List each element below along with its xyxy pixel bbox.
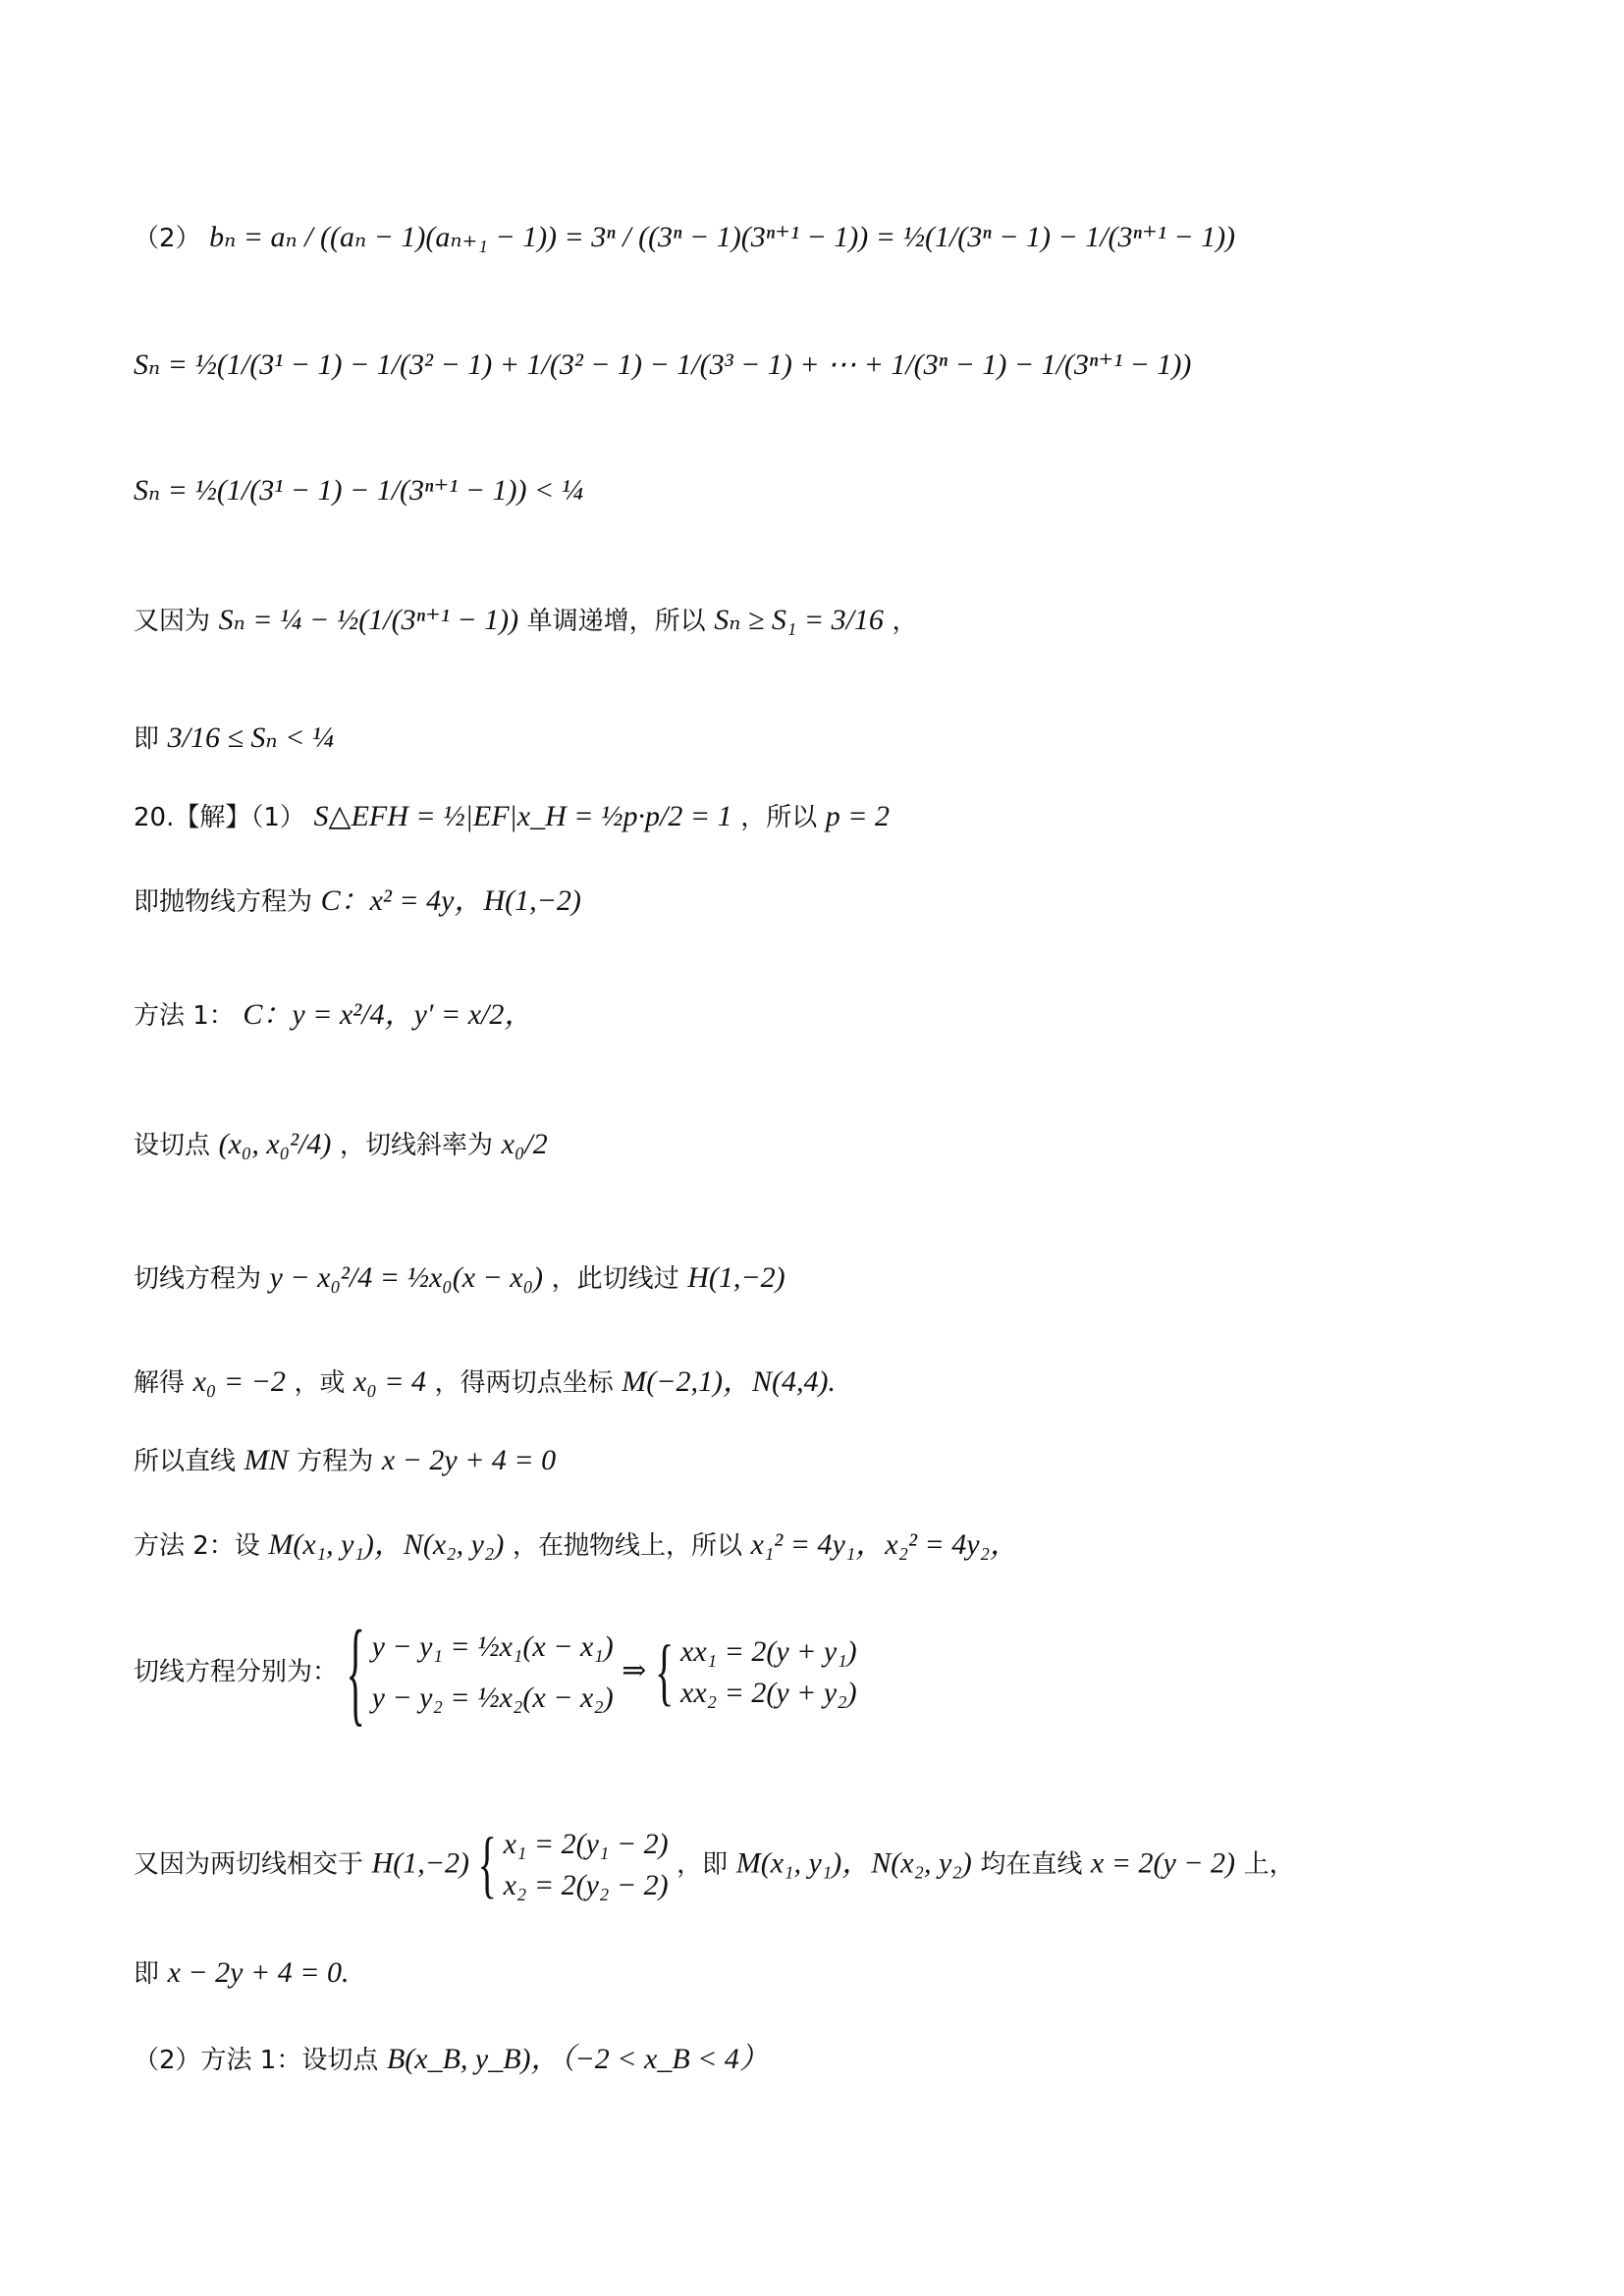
formula-p: p = 2 xyxy=(825,800,891,832)
system-row: x₂ = 2(y₂ − 2) xyxy=(503,1869,669,1901)
text: 又因为两切线相交于 xyxy=(134,1849,364,1880)
text: 即 xyxy=(134,1959,160,1989)
text: ，在抛物线上，所以 xyxy=(512,1531,742,1561)
formula-area: S△EFH = ½|EF|x_H = ½p·p/2 = 1 xyxy=(313,800,732,832)
formula-points-mn: M(−2,1)，N(4,4). xyxy=(622,1365,836,1398)
line-conclusion xyxy=(134,1953,349,1994)
line-tangent-system xyxy=(134,1622,857,1724)
text: ，此切线过 xyxy=(551,1264,679,1294)
implies-arrow: ⇒ xyxy=(622,1654,647,1687)
line-sn-bound xyxy=(134,471,583,511)
part-label: （2） xyxy=(134,224,201,253)
formula-sn-min: Sₙ ≥ S₁ = 3/16 xyxy=(714,604,884,636)
question-label: 20.【解】（1） xyxy=(134,803,305,832)
formula-points-general: M(x₁, y₁)，N(x₂, y₂) xyxy=(268,1528,505,1561)
system-row: { x₁ = 2(y₁ − 2) xyxy=(503,1828,669,1860)
text: 方法 1： xyxy=(134,1001,235,1031)
formula-points-general: M(x₁, y₁)，N(x₂, y₂) xyxy=(735,1846,972,1880)
formula-line: x = 2(y − 2) xyxy=(1090,1846,1236,1880)
text: 切线方程为 xyxy=(134,1264,262,1294)
system-row: { xx₁ = 2(y + y₁) xyxy=(680,1635,857,1668)
formula-sn-expression: Sₙ = ¼ − ½(1/(3ⁿ⁺¹ − 1)) xyxy=(218,604,519,636)
text: 方程为 xyxy=(297,1447,374,1476)
line-bn-definition xyxy=(134,218,1235,258)
text: ，即 xyxy=(677,1849,729,1880)
text: 均在直线 xyxy=(980,1849,1083,1880)
text: 设切点 xyxy=(134,1131,211,1160)
system-tangent-lines xyxy=(347,1622,614,1724)
formula-sn-range: 3/16 ≤ Sₙ < ¼ xyxy=(167,721,335,754)
formula-sn-upper: Sₙ = ½(1/(3¹ − 1) − 1/(3ⁿ⁺¹ − 1)) < ¼ xyxy=(134,474,584,507)
line-mn-equation xyxy=(134,1441,556,1481)
text: 解得 xyxy=(134,1368,186,1398)
text: 上， xyxy=(1243,1849,1295,1880)
formula-point-h: H(1,−2) xyxy=(687,1261,785,1294)
formula-derivative: C：y = x²/4，y′ = x/2， xyxy=(243,998,534,1031)
system-simplified xyxy=(655,1631,857,1714)
line-solutions xyxy=(134,1362,836,1403)
formula-tangent-line: y − x₀²/4 = ½x₀(x − x₀) xyxy=(269,1261,544,1294)
system-row: { y − y₁ = ½x₁(x − x₁) xyxy=(371,1630,614,1663)
text: ，切线斜率为 xyxy=(340,1131,494,1160)
text: 即抛物线方程为 xyxy=(134,887,313,917)
line-sn-telescoping xyxy=(134,346,1191,386)
line-method1 xyxy=(134,995,533,1036)
system-row: y − y₂ = ½x₂(x − x₂) xyxy=(371,1682,614,1714)
formula-tangent-point: (x₀, x₀²/4) xyxy=(218,1128,332,1160)
text: ，所以 xyxy=(740,803,818,832)
formula-slope: x₀/2 xyxy=(501,1128,548,1160)
line-method2 xyxy=(134,1525,1019,1566)
formula-point-h: H(1,−2) xyxy=(371,1846,469,1880)
text: ，得两切点坐标 xyxy=(434,1368,614,1398)
formula-parabola: C：x² = 4y，H(1,−2) xyxy=(320,884,581,917)
text: 方法 2：设 xyxy=(134,1531,260,1561)
system-intersection xyxy=(478,1824,669,1906)
formula-line-mn: x − 2y + 4 = 0 xyxy=(381,1444,557,1476)
formula-sn-sum: Sₙ = ½(1/(3¹ − 1) − 1/(3² − 1) + 1/(3² − 1) − 1/(3³ − 1) + ⋯ + 1/(3ⁿ − 1) − 1/(3ⁿ⁺¹ − 1)) xyxy=(134,348,1192,381)
text: 单调递增，所以 xyxy=(526,607,706,636)
line-tangent-equation xyxy=(134,1258,785,1299)
formula-x0-a: x₀ = −2 xyxy=(192,1365,286,1398)
formula-bn: bₙ = aₙ / ((aₙ − 1)(aₙ₊₁ − 1)) = 3ⁿ / ((3ⁿ − 1)(3ⁿ⁺¹ − 1)) = ½(1/(3ⁿ − 1) − 1/(3ⁿ⁺¹ − 1)) xyxy=(209,221,1236,253)
line-sn-conclusion xyxy=(134,719,334,759)
text: （2）方法 1：设切点 xyxy=(134,2046,379,2075)
text: ， xyxy=(892,607,918,636)
text: 即 xyxy=(134,724,160,754)
text: 所以直线 xyxy=(134,1447,237,1476)
formula-mn: MN xyxy=(244,1444,289,1476)
line-q20-part1 xyxy=(134,797,890,837)
line-intersection xyxy=(134,1824,1295,1906)
formula-on-parabola: x₁² = 4y₁，x₂² = 4y₂， xyxy=(750,1528,1020,1561)
text: 切线方程分别为： xyxy=(134,1657,339,1687)
line-sn-monotone xyxy=(134,601,918,641)
formula-line-final: x − 2y + 4 = 0. xyxy=(167,1956,350,1989)
text: 又因为 xyxy=(134,607,211,636)
formula-point-b: B(x_B, y_B)，（−2 < x_B < 4） xyxy=(386,2043,769,2075)
line-parabola xyxy=(134,881,581,922)
text: ，或 xyxy=(294,1368,346,1398)
line-tangent-point xyxy=(134,1125,548,1165)
line-part2-method1 xyxy=(134,2040,769,2080)
formula-x0-b: x₀ = 4 xyxy=(353,1365,427,1398)
system-row: xx₂ = 2(y + y₂) xyxy=(680,1677,857,1709)
